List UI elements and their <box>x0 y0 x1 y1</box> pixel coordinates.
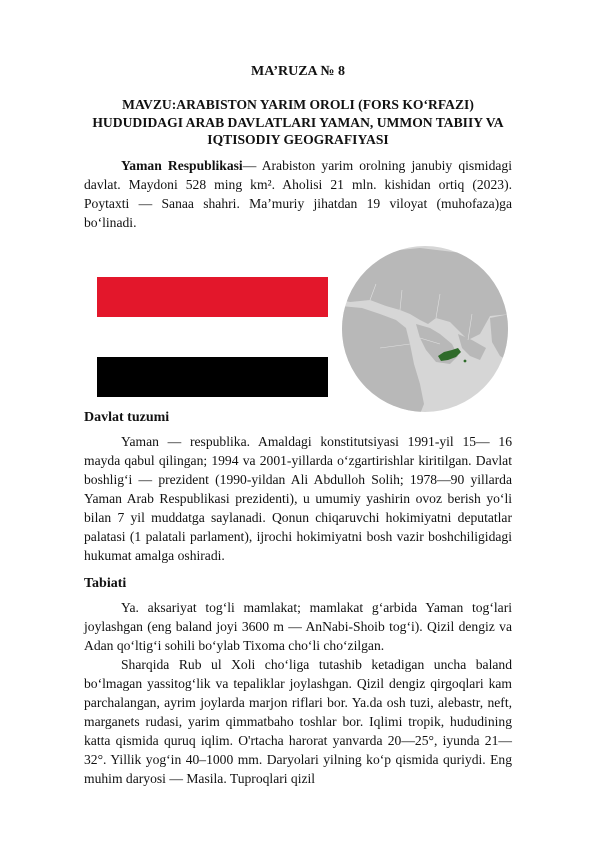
nature-paragraph-2: Sharqida Rub ul Xoli cho‘liga tutashib ketadigan uncha baland bo‘lmagan yassitog‘lik va tepaliklar joylashgan. Qizil dengiz qirgoqlari kam parchalangan, ayrim joylarda marjon riflari bor. Ya.da osh tuzi, alebastr, neft, marganets rudasi, yarim qimmatbaho toshlar bor. Iqlimi tropik, hududining katta qismida quruq iqlim. O'rtacha harorat yanvarda 20—25°, iyunda 21—32°. Yillik yog‘in 40–1000 mm. Daryolari yilning ko‘p qismida quriydi. Eng muhim daryosi — Masila. Tuproqlari qizil <box>84 657 512 786</box>
section-heading-government: Davlat tuzumi <box>84 410 170 425</box>
intro-paragraph <box>84 156 512 232</box>
socotra-island <box>464 360 467 363</box>
yemen-location-globe-map <box>340 244 510 414</box>
country-name: Yaman Respublikasi <box>121 158 243 173</box>
nature-paragraph-1: Ya. aksariyat tog‘li mamlakat; mamlakat g‘arbida Yaman tog‘lari joylashgan (eng baland joyi 3600 m — AnNabi-Shoib tog‘i). Qizil dengiz va Adan qo‘ltig‘i sohili bo‘ylab Tixoma cho‘li cho‘zilgan. <box>84 600 512 653</box>
yemen-flag <box>97 277 328 397</box>
flag-band-white <box>97 317 328 357</box>
lecture-number: MA’RUZA № 8 <box>251 64 345 79</box>
government-paragraph: Yaman — respublika. Amaldagi konstitutsiyasi 1991-yil 15— 16 mayda qabul qilingan; 1994 va 2001-yillarda o‘zgartirishlar kiritilgan. Davlat boshlig‘i — prezident (1990-yildan Ali Abdulloh Solih; 1978—90 yillarda Yaman Arab Respublikasi prezidenti), u umumiy yashirin ovoz berish yo‘li bilan 7 yil muddatga saylanadi. Qonun chiqaruvchi hokimiyatni deputatlar palatasi (1 palatali parlament), ijrochi hokimiyatni bosh vazir boshchiligidagi hukumat amalga oshiradi. <box>84 434 512 563</box>
flag-band-black <box>97 357 328 397</box>
section-heading-nature: Tabiati <box>84 576 127 591</box>
flag-band-red <box>97 277 328 317</box>
lecture-topic: MAVZU:ARABISTON YARIM OROLI (FORS KO‘RFAZI) HUDUDIDAGI ARAB DAVLATLARI YAMAN, UMMON TABIIY VA IQTISODIY GEOGRAFIYASI <box>92 97 504 147</box>
intro-text: — Arabiston yarim orolning janubiy qismidagi davlat. Maydoni 528 ming km². Aholisi 21 mln. kishidan ortiq (2023). Poytaxti — Sanaa shahri. Ma’muriy jihatdan 19 viloyat (muhofaza)ga bo‘linadi. <box>84 158 512 230</box>
